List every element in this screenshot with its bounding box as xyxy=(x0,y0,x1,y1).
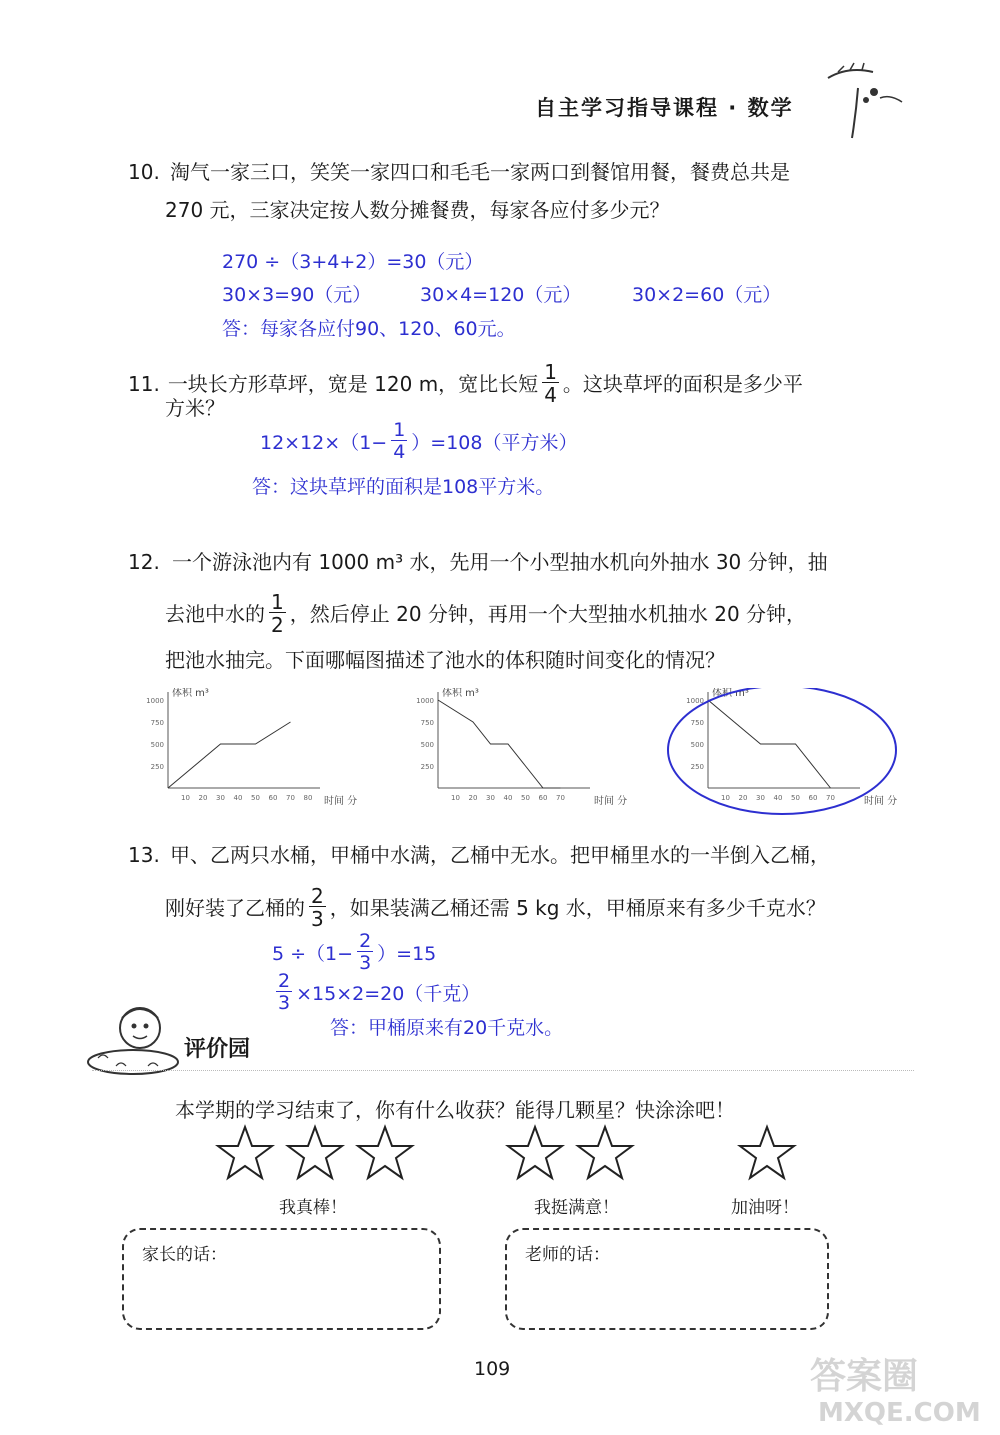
chart1-xlabel: 时间 分 xyxy=(324,796,358,807)
chart2-ytick: 750 xyxy=(420,719,434,727)
q12-line1: 一个游泳池内有 1000 m³ 水，先用一个小型抽水机向外抽水 30 分钟，抽 xyxy=(172,550,828,574)
star-icon[interactable] xyxy=(575,1124,635,1186)
chart2-xtick: 70 xyxy=(556,794,565,802)
chart2-xtick: 50 xyxy=(521,794,530,802)
q11-work-fraction xyxy=(391,421,407,462)
q12-number: 12. xyxy=(128,550,160,574)
q12-fraction xyxy=(269,592,286,635)
q13-line2-after: ，如果装满乙桶还需 5 kg 水，甲桶原来有多少千克水？ xyxy=(329,895,826,920)
q11-text-after: 。这块草坪的面积是多少平 xyxy=(562,371,803,396)
q13-work2-frac-den: 3 xyxy=(278,992,291,1014)
star-group-label: 我挺满意！ xyxy=(534,1198,619,1218)
q10-line2: 270 元，三家决定按人数分摊餐费，每家各应付多少元？ xyxy=(165,198,670,222)
chart1-xtick: 80 xyxy=(303,794,313,802)
chart2-ytick: 500 xyxy=(420,741,434,749)
chart3-xtick: 70 xyxy=(826,794,835,802)
teacher-comment-label: 老师的话： xyxy=(525,1245,610,1265)
chart1-ytick: 1000 xyxy=(146,697,164,705)
chart3-xtick: 60 xyxy=(808,794,818,802)
chart1-xtick: 50 xyxy=(251,794,260,802)
q11-work-before: 12×12×（1− xyxy=(260,432,388,454)
chart2-xtick: 60 xyxy=(538,794,548,802)
chart1-xtick: 20 xyxy=(198,794,208,802)
chart3-ytick: 500 xyxy=(690,741,704,749)
chart1-xtick: 10 xyxy=(181,794,190,802)
chart2-xlabel: 时间 分 xyxy=(594,796,628,807)
chart1-series-line xyxy=(168,722,291,788)
q11-work xyxy=(260,421,577,462)
chart3-xtick: 10 xyxy=(721,794,730,802)
q11-work-after: ）=108（平方米） xyxy=(411,432,578,454)
q13-work1-fraction xyxy=(357,932,373,973)
q10-work2a: 30×3=90（元） xyxy=(222,284,372,306)
chart2-xtick: 40 xyxy=(503,794,513,802)
q12-line2 xyxy=(165,592,806,635)
star-icon[interactable] xyxy=(737,1124,797,1186)
chart1-xtick: 40 xyxy=(233,794,243,802)
q11-work-frac-den: 4 xyxy=(393,441,406,463)
teacher-comment-box[interactable] xyxy=(505,1228,829,1330)
q11-text-before: 一块长方形草坪，宽是 120 m，宽比长短 xyxy=(167,371,539,396)
chart3-xtick: 20 xyxy=(738,794,748,802)
q13-line2 xyxy=(165,886,826,929)
cartoon-child-icon xyxy=(78,1000,188,1080)
q10-work1: 270 ÷（3+4+2）=30（元） xyxy=(222,251,484,273)
q10-work2b: 30×4=120（元） xyxy=(420,284,582,306)
decorative-branch-icon xyxy=(818,58,908,148)
chart3-ylabel: 体积 m³ xyxy=(712,688,749,699)
chart2-xtick: 10 xyxy=(451,794,460,802)
q11-line1 xyxy=(128,362,803,405)
q13-work1-frac-den: 3 xyxy=(359,952,372,974)
q13-fraction xyxy=(309,886,326,929)
q11-work-frac-num: 1 xyxy=(393,419,406,441)
chart1-ylabel: 体积 m³ xyxy=(172,688,209,699)
star-icon[interactable] xyxy=(505,1124,565,1186)
q13-work1-after: ）=15 xyxy=(377,943,437,965)
q13-work1-frac-num: 2 xyxy=(359,930,372,952)
q12-frac-den: 2 xyxy=(271,613,284,637)
star-icon[interactable] xyxy=(215,1124,275,1186)
q12-charts xyxy=(130,688,910,823)
chart1-xtick: 70 xyxy=(286,794,295,802)
chart3-xtick: 30 xyxy=(756,794,765,802)
parent-comment-box[interactable] xyxy=(122,1228,441,1330)
chart2-ylabel: 体积 m³ xyxy=(442,688,479,699)
q11-fraction xyxy=(542,362,559,405)
chart3-xtick: 50 xyxy=(791,794,800,802)
chart2-xtick: 30 xyxy=(486,794,495,802)
q13-frac-den: 3 xyxy=(311,907,324,931)
q13-number: 13. xyxy=(128,843,160,867)
q11-line2: 方米？ xyxy=(165,396,225,420)
q10-work2c: 30×2=60（元） xyxy=(632,284,782,306)
q13-work1 xyxy=(272,932,436,973)
q12-line2-after: ，然后停止 20 分钟，再用一个大型抽水机抽水 20 分钟， xyxy=(289,601,807,626)
chart3-ytick: 750 xyxy=(690,719,704,727)
q12-frac-num: 1 xyxy=(271,590,284,614)
evaluation-divider xyxy=(92,1070,914,1071)
q10-answer: 答：每家各应付90、120、60元。 xyxy=(222,318,516,340)
evaluation-prompt: 本学期的学习结束了，你有什么收获？能得几颗星？快涂涂吧！ xyxy=(175,1098,735,1122)
q13-frac-num: 2 xyxy=(311,884,324,908)
chart2-ytick: 250 xyxy=(420,763,434,771)
chart3-ytick: 1000 xyxy=(686,697,704,705)
chart1-xtick: 60 xyxy=(268,794,278,802)
chart3-series-line xyxy=(708,700,831,788)
q11-number: 11. xyxy=(128,371,160,396)
chart2-ytick: 1000 xyxy=(416,697,434,705)
q11-frac-num: 1 xyxy=(544,360,557,384)
star-group-label: 加油呀！ xyxy=(731,1198,799,1218)
chart1-ytick: 750 xyxy=(150,719,164,727)
q11-frac-den: 4 xyxy=(544,383,557,407)
chart2-xtick: 20 xyxy=(468,794,478,802)
q13-answer: 答：甲桶原来有20千克水。 xyxy=(330,1017,564,1039)
q12-line3: 把池水抽完。下面哪幅图描述了池水的体积随时间变化的情况？ xyxy=(165,648,725,672)
chart1-ytick: 500 xyxy=(150,741,164,749)
page-number: 109 xyxy=(474,1358,511,1380)
chart1-ytick: 250 xyxy=(150,763,164,771)
q12-line2-before: 去池中水的 xyxy=(165,601,265,626)
q10-line1: 淘气一家三口，笑笑一家四口和毛毛一家两口到餐馆用餐，餐费总共是 xyxy=(170,160,790,184)
q13-work1-before: 5 ÷（1− xyxy=(272,943,354,965)
watermark-logo: 答案圈 xyxy=(810,1356,919,1397)
q11-answer: 答：这块草坪的面积是108平方米。 xyxy=(252,476,555,498)
q13-work2-after: ×15×2=20（千克） xyxy=(296,983,481,1005)
evaluation-title: 评价园 xyxy=(184,1037,251,1062)
star-icon[interactable] xyxy=(355,1124,415,1186)
watermark-url: MXQE.COM xyxy=(818,1398,981,1428)
parent-comment-label: 家长的话： xyxy=(142,1245,227,1265)
chart2-series-line xyxy=(438,700,561,788)
q13-line2-before: 刚好装了乙桶的 xyxy=(165,895,305,920)
q13-line1: 甲、乙两只水桶，甲桶中水满，乙桶中无水。把甲桶里水的一半倒入乙桶， xyxy=(170,843,830,867)
chart3-xlabel: 时间 分 xyxy=(864,796,898,807)
chart3-ytick: 250 xyxy=(690,763,704,771)
header-title: 自主学习指导课程 · 数学 xyxy=(535,96,794,120)
q13-work2-frac-num: 2 xyxy=(278,970,291,992)
q10-number: 10. xyxy=(128,160,160,184)
q13-work2 xyxy=(272,972,480,1013)
chart1-xtick: 30 xyxy=(216,794,225,802)
chart3-xtick: 40 xyxy=(773,794,783,802)
star-icon[interactable] xyxy=(285,1124,345,1186)
q13-work2-fraction xyxy=(276,972,292,1013)
star-group-label: 我真棒！ xyxy=(279,1198,347,1218)
